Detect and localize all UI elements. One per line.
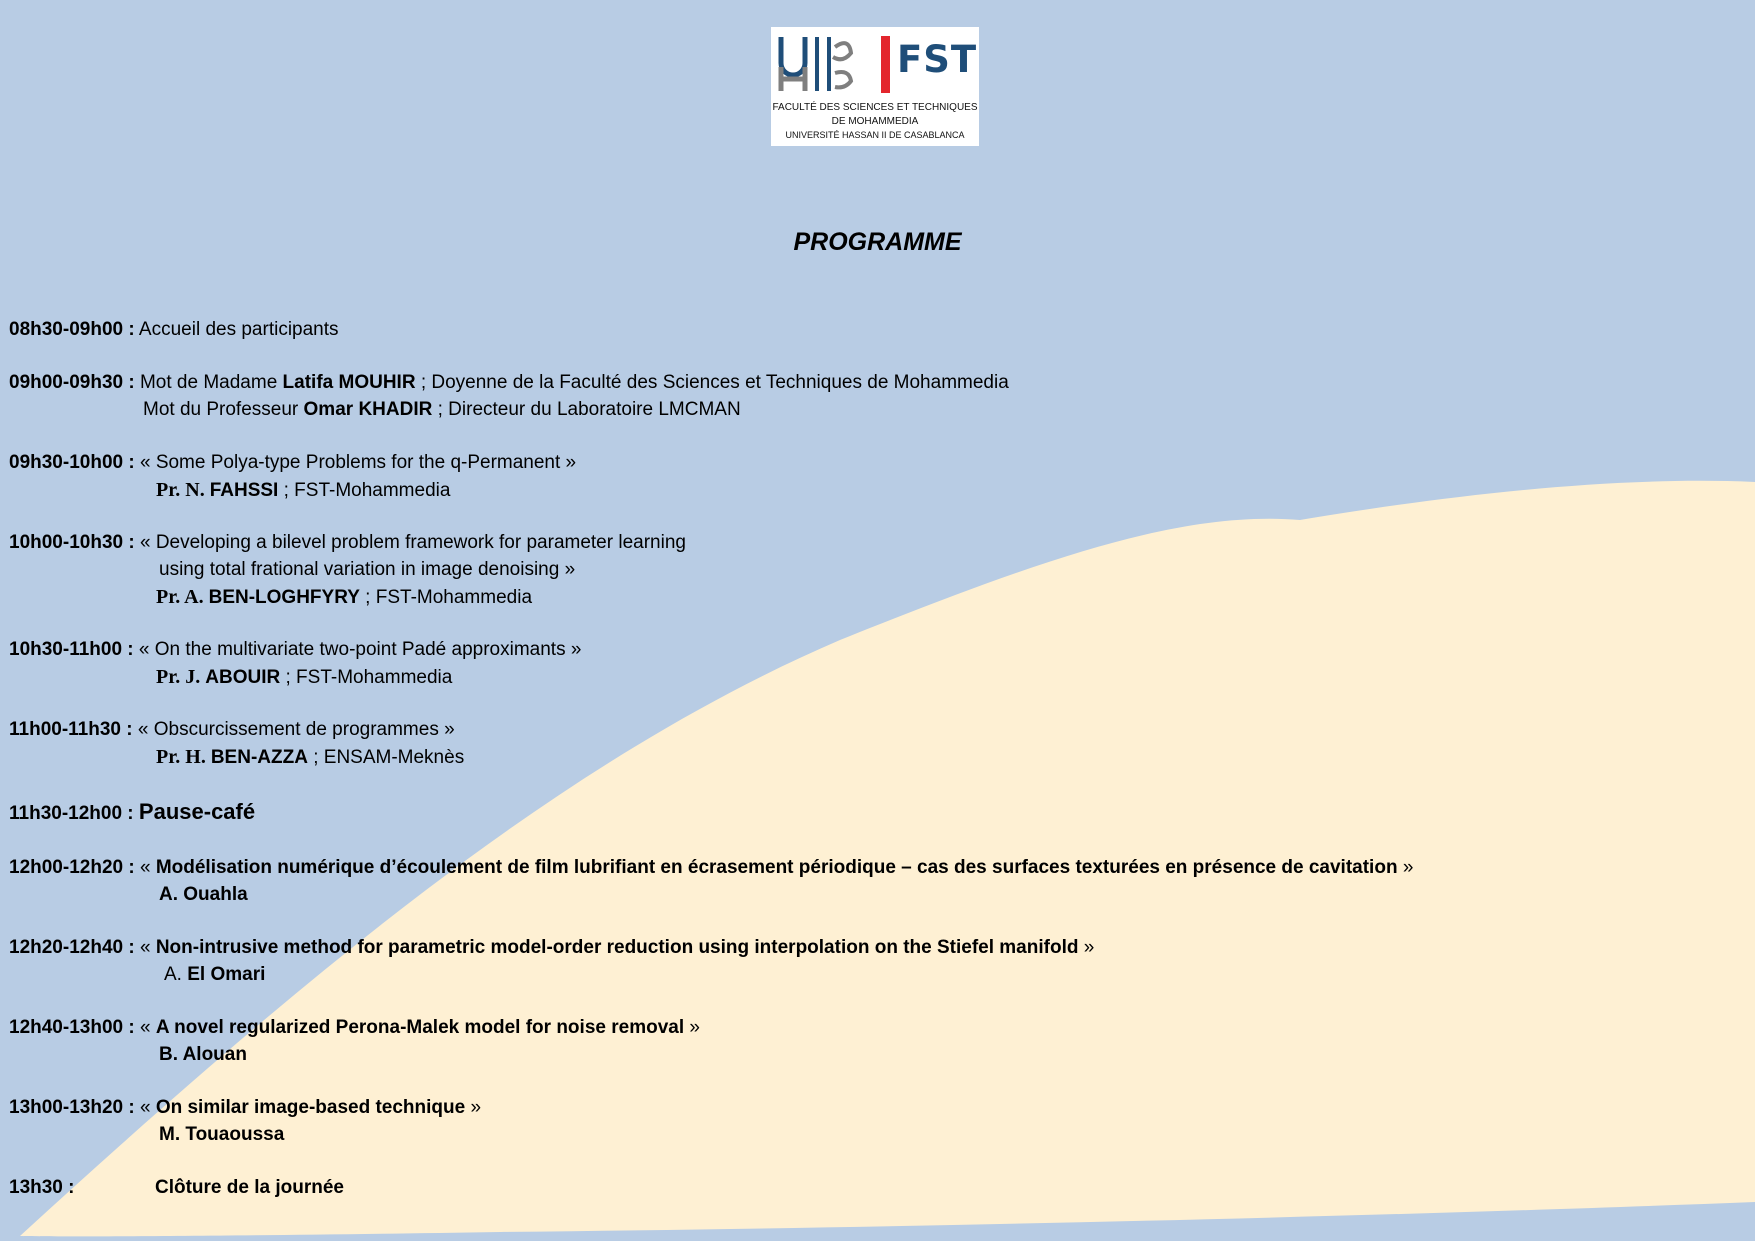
talk-title: Modélisation numérique d’écoulement de film lubrifiant en écrasement périodique – cas des surfaces texturées en présence de cavitation (155, 857, 1398, 878)
session-time: 13h00-13h20 : (9, 1097, 135, 1118)
quote-close: » (465, 1097, 482, 1118)
schedule-item (9, 858, 1413, 877)
speaker-line (156, 667, 452, 687)
session-time: 09h30-10h00 : (9, 452, 135, 473)
session-time: 11h30-12h00 : (9, 803, 134, 824)
speaker-name: BEN-LOGHFYRY (208, 587, 360, 608)
speaker-affiliation: ; FST-Mohammedia (278, 480, 451, 501)
coffee-break: Pause-café (138, 799, 256, 824)
welcome-name: Latifa MOUHIR (282, 372, 416, 393)
welcome-pre: Mot du Professeur (143, 399, 304, 420)
speaker-line (156, 480, 450, 500)
speaker-name: El Omari (187, 964, 266, 985)
closing-text: Clôture de la journée (155, 1177, 344, 1198)
speaker-name: B. Alouan (159, 1044, 247, 1065)
schedule-item (9, 373, 1009, 392)
talk-title: Non-intrusive method for parametric model-order reduction using interpolation on the Stiefel manifold (155, 937, 1079, 958)
quote-close: » (684, 1017, 700, 1038)
speaker-affiliation: ; ENSAM-Meknès (307, 747, 465, 768)
logo-line-2: DE MOHAMMEDIA (831, 116, 919, 127)
speaker-affiliation: ; FST-Mohammedia (280, 667, 453, 688)
speaker-name: A. Ouahla (159, 884, 248, 905)
talk-title: On similar image-based technique (155, 1097, 466, 1118)
session-time: 08h30-09h00 : (9, 319, 135, 340)
quote-close: » (1078, 937, 1095, 958)
speaker-prefix: Pr. A. (156, 586, 209, 608)
schedule-item (9, 1178, 74, 1197)
schedule-item-line2 (143, 400, 741, 419)
speaker-line (156, 747, 464, 767)
session-time: 13h30 : (9, 1177, 75, 1198)
speaker-prefix: Pr. J. (156, 666, 206, 688)
schedule-item (9, 1018, 700, 1037)
logo-acronym: FST (897, 38, 978, 81)
talk-title: « Developing a bilevel problem framework for parameter learning (139, 532, 686, 553)
session-time: 11h00-11h30 : (9, 719, 133, 740)
quote-close: » (1397, 857, 1414, 878)
quote-open: « (139, 857, 156, 878)
schedule-item (9, 1098, 481, 1117)
logo-red-bar (881, 36, 890, 93)
session-time: 12h20-12h40 : (9, 937, 135, 958)
speaker-prefix: Pr. H. (156, 746, 211, 768)
speaker-line (156, 587, 532, 607)
talk-title: « On the multivariate two-point Padé approximants » (138, 639, 582, 660)
speaker-name: FAHSSI (209, 480, 279, 501)
logo-line-1: FACULTÉ DES SCIENCES ET TECHNIQUES (772, 102, 978, 113)
quote-open: « (139, 937, 156, 958)
faculty-logo (771, 27, 979, 146)
schedule-item (9, 938, 1094, 957)
talk-title: « Obscurcissement de programmes » (137, 719, 455, 740)
speaker-line (164, 965, 265, 984)
talk-title-line2: using total frational variation in image denoising » (159, 559, 576, 580)
schedule-item (9, 453, 576, 472)
session-time: 12h00-12h20 : (9, 857, 135, 878)
welcome-pre: Mot de Madame (139, 372, 283, 393)
page-title: PROGRAMME (793, 228, 962, 256)
speaker-name: BEN-AZZA (210, 747, 308, 768)
logo-line-3: UNIVERSITÉ HASSAN II DE CASABLANCA (785, 130, 965, 140)
speaker-name: M. Touaoussa (159, 1124, 285, 1145)
welcome-name: Omar KHADIR (303, 399, 433, 420)
schedule-item (9, 801, 255, 823)
talk-title: « Some Polya-type Problems for the q-Permanent » (139, 452, 577, 473)
speaker-prefix: Pr. N. (156, 479, 210, 501)
session-text: Accueil des participants (138, 319, 339, 340)
session-time: 12h40-13h00 : (9, 1017, 135, 1038)
session-time: 10h00-10h30 : (9, 532, 135, 553)
welcome-role: ; Directeur du Laboratoire LMCMAN (432, 399, 741, 420)
session-time: 10h30-11h00 : (9, 639, 134, 660)
quote-open: « (139, 1017, 156, 1038)
welcome-role: ; Doyenne de la Faculté des Sciences et Techniques de Mohammedia (415, 372, 1009, 393)
schedule-item (9, 320, 339, 339)
speaker-name: ABOUIR (205, 667, 281, 688)
university-monogram (777, 33, 855, 95)
schedule-item (9, 533, 686, 552)
schedule-item (9, 720, 455, 739)
speaker-affiliation: ; FST-Mohammedia (359, 587, 533, 608)
schedule-item (9, 640, 581, 659)
speaker-prefix: A. (164, 964, 188, 985)
talk-title: A novel regularized Perona-Malek model for noise removal (155, 1017, 685, 1038)
quote-open: « (139, 1097, 156, 1118)
session-time: 09h00-09h30 : (9, 372, 135, 393)
